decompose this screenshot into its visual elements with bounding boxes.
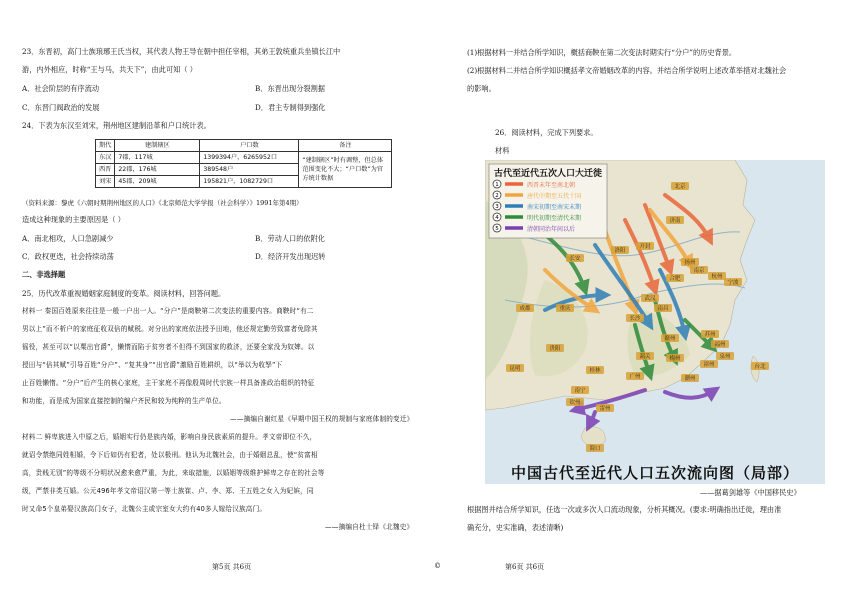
legend-label: 南宋初期至南宋末期 [527, 204, 582, 211]
table-cell: 389548户 [200, 164, 299, 176]
section-title: 二、非选择题 [22, 270, 66, 279]
q24-question: 造成这种现象的主要原因是（ ） [22, 215, 125, 224]
place-label: 贵阳 [549, 346, 561, 352]
table-header-row [96, 140, 392, 152]
material-1-line: 和功能，而是成为国家直接控制的编户齐民和较为纯粹的生产单位。 [22, 397, 226, 405]
table-cell: 22郡，176城 [115, 164, 200, 176]
table-header: 备注 [299, 140, 392, 152]
q23-option-b: B．东晋出现分裂割据 [255, 84, 325, 93]
q23-option-d: D．君主专制得到强化 [255, 103, 326, 112]
legend-number: 1 [495, 182, 499, 189]
place-label: 苏州 [704, 332, 716, 338]
map-svg [485, 160, 825, 484]
table-cell: 东汉 [96, 152, 115, 164]
place-label: 南宁 [574, 388, 586, 394]
table-note: “建制辖区”时有调整，但总体范围变化不大；“户口数”为官方统计数据 [299, 152, 392, 188]
q23-option-a: A．社会阶层的有序流动 [22, 84, 100, 93]
place-label: 重庆 [559, 306, 571, 312]
right-page [455, 0, 861, 596]
legend-label: 明代初期至清代末期 [527, 215, 582, 222]
place-label: 成都 [519, 306, 531, 312]
page-number-left: 第5页 共6页 [212, 563, 252, 571]
table-cell: 刘宋 [96, 176, 115, 188]
place-label: 广州 [629, 374, 641, 380]
place-label: 武汉 [644, 296, 656, 302]
place-label: 宁波 [727, 280, 739, 286]
q24-option-b: B．劳动人口的依附化 [255, 234, 325, 243]
table-cell: 195821户，1082729口 [200, 176, 299, 188]
place-label: 韶关 [639, 354, 651, 360]
place-label: 洛阳 [614, 248, 626, 254]
q23-stem-line2: 游，内外相应，时称“王与马，共天下”，由此可知（ ） [22, 65, 197, 74]
material-label: 材料 [495, 146, 510, 155]
place-label: 杭州 [711, 274, 723, 280]
q24-stem: 24．下表为东汉至刘宋，荆州地区建制沿革和户口统计表。 [22, 121, 211, 130]
table-cell: 7郡，117城 [115, 152, 200, 164]
table-cell: 45郡，209城 [115, 176, 200, 188]
material-2-line: 材料二 鲜卑族进入中原之后，婚姻实行仍是族内婚，影响自身民族素质的提升。孝文帝即位不久， [22, 433, 317, 441]
place-label: 雷州 [599, 406, 611, 412]
legend-number: 3 [495, 204, 499, 211]
table-cell: 1399394户，6265952口 [200, 152, 299, 164]
place-label: 南昌 [657, 306, 669, 312]
q25-subquestion-2-line1: (2)根据材料二并结合所学知识概括孝文帝婚姻改革的内容。并结合所学说明上述改革举措对北魏社会 [467, 66, 787, 75]
q26-task-line1: 根据图并结合所学知识，任选一次或多次人口流动现象，分析其概况。(要求:明确指出迁徙，理由准 [467, 505, 782, 514]
place-label: 长安 [569, 256, 581, 262]
legend-label: 清朝同治年间以后 [527, 226, 576, 233]
center-mark: © [434, 562, 441, 570]
q24-option-a: A．南北相攻，人口急剧减少 [22, 234, 114, 243]
population-table [95, 139, 392, 188]
place-label: 昆明 [509, 366, 521, 372]
place-label: 潮州 [684, 376, 696, 382]
place-label: 北京 [674, 184, 686, 190]
q25-subquestion-2-line2: 的影响。 [467, 84, 496, 93]
q23-stem-line1: 23．东晋初，高门士族琅琊王氏当权，其代表人物王导在朝中担任宰相，其弟王敦统重兵坐镇长江中 [22, 47, 341, 56]
place-label: 钦州 [569, 400, 581, 406]
table-header: 户口数 [200, 140, 299, 152]
place-label: 合肥 [669, 276, 681, 282]
q24-source: （资料来源：黎虎《六朝时期荆州地区的人口》《北京师范大学学报（社会科学）》1991年第4期） [22, 199, 303, 207]
place-label: 长沙 [629, 316, 641, 322]
table-header: 期代 [96, 140, 115, 152]
q23-option-c: C．东晋门阀政治的发展 [22, 103, 100, 112]
place-label: 开封 [639, 244, 651, 250]
migration-map [485, 160, 825, 484]
material-2-line: 级，严禁非类互婚。公元496年孝文帝诏汉第一等士族崔、卢、李、郑、王五姓之女入为妃嫔，同 [22, 487, 314, 495]
material-1-line: 材料一 秦国百姓原来往往是一般一户出一人。“分户”是商鞅第二次变法的重要内容。商鞅时“有二 [22, 307, 314, 315]
place-label: 漳州 [703, 362, 715, 368]
legend-number: 4 [495, 215, 499, 222]
table-cell: 西晋 [96, 164, 115, 176]
map-title: 古代至近代五次人口大迁徙 [493, 169, 603, 179]
legend-number: 5 [495, 226, 499, 233]
q24-option-d: D．经济开发出现迟转 [255, 252, 326, 261]
material-1-line: 授田与“倍其赋”引导百姓“分户”、“复其身”“出官爵”激励百姓耕织，以“举以为收孥”下 [22, 361, 283, 369]
material-2-line: 就诏令禁绝同姓相婚，令下后如仍有犯者，处以极刑。他认为北魏社会，由于婚姻总乱，使“贫富相 [22, 451, 318, 459]
place-label: 梅州 [669, 356, 681, 362]
place-label: 南京 [693, 268, 705, 274]
material-1-line: 止百姓懒惰。“分户”后产生的核心家庭，主干家庭不再像殷周时代宗族一样具备准政治组织的特征 [22, 379, 315, 387]
place-label: 海口 [589, 446, 601, 452]
page-number-right: 第6页 共6页 [505, 563, 545, 571]
material-2-line: 时又命5个皇弟娶汉族高门女子，北魏公主或宗室女大约有40多人嫁给汉族高门。 [22, 505, 267, 513]
q25-subquestion-1: (1)根据材料一并结合所学知识，概括商鞅在第二次变法时期实行“分户”的历史背景。 [467, 48, 737, 57]
material-1-line: 徭役，甚至可以“以粟出官爵”，懒惰而陷于贫穷者不但得不到国家的救济，还要全家没为奴婢。以 [22, 343, 315, 351]
legend-label: 唐代中期至五代十国 [527, 193, 582, 200]
q26-stem: 26．阅读材料，完成下列要求。 [495, 128, 598, 137]
place-label: 桂林 [589, 368, 601, 374]
material-2-line: 高，贵贱无别”的等级不分明状况愈来愈严重，为此，来取措施，以婚姻等级维护鲜卑之存在的社会等 [22, 469, 325, 477]
legend-label: 西晋末年至南北朝 [527, 182, 576, 189]
place-label: 福州 [714, 342, 726, 348]
material-2-source: ——摘编自杜士铎《北魏史》 [325, 523, 414, 531]
place-label: 赣州 [664, 336, 676, 342]
q24-option-c: C．政权更迭，社会持续动荡 [22, 252, 114, 261]
q26-task-line2: 确充分，史实准确，表述清晰) [467, 523, 564, 532]
table-row [96, 152, 392, 164]
legend-number: 2 [495, 193, 499, 200]
place-label: 济南 [669, 218, 681, 224]
map-caption: 中国古代至近代人口五次流向图（局部） [510, 464, 799, 482]
material-1-line: 男以上”而不析户的家庭征收双倍的赋税。对分出的家庭依法授予田地，他还规定勤劳致富者免除其 [22, 325, 318, 333]
place-label: 扬州 [684, 260, 696, 266]
place-label: 泉州 [719, 354, 731, 360]
q25-stem: 25．历代改革重视婚姻家庭制度的变革。阅读材料，回答问题。 [22, 289, 226, 298]
material-1-source: ——摘编自谢红星《早期中国王权的规制与家庭体制的变迁》 [230, 415, 414, 423]
place-label: 台北 [754, 364, 766, 370]
map-source: ——据葛剑雄等《中国移民史》 [700, 488, 801, 497]
table-header: 建制辖区 [115, 140, 200, 152]
